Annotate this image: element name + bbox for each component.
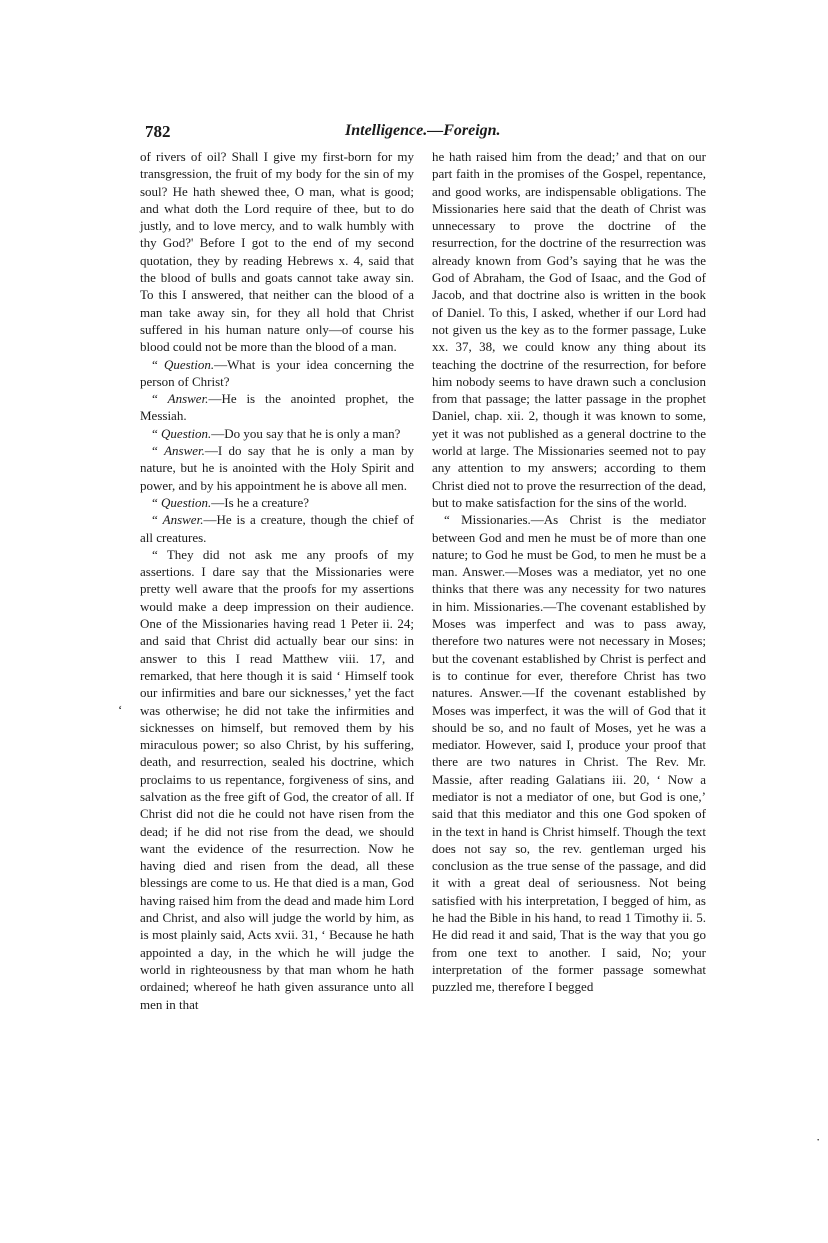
margin-mark-right: · (816, 1132, 821, 1147)
paragraph (432, 511, 706, 995)
paragraph-text: I do say that he is only a man by nature, but he is anointed with the Holy Spirit and power, and by his appointment he is above all men. (140, 443, 414, 493)
speaker-label: Answer. (167, 391, 209, 407)
quote-mark: “ (152, 425, 162, 441)
dash: — (211, 494, 225, 510)
quote-mark: “ (152, 494, 162, 510)
dash: — (214, 356, 228, 372)
paragraph-text: “ They did not ask me any proofs of my assertions. I dare say that the Missionaries were pretty well aware that the proofs for my assertions would make a deep impression on their audience. One of the Missionaries having read 1 Peter ii. 24; and said that Christ did actually bear our sins: in answer to this I read Matthew viii. 17, and remarked, that here though it is said ‘ Himself took our infirmities and bare our sicknesses,’ yet the fact was otherwise; he did not take the infirmities and sicknesses on himself, but removed them by his miraculous power; so also Christ, by his suffering, death, and resurrection, sealed his doctrine, which proclaims to us repentance, forgiveness of sins, and salvation as the free gift of God, the creator of all. If Christ did not die he could not have risen from the dead; if he did not rise from the dead, we should want the evidence of the resurrection. Now he having died and risen from the dead, all these blessings are come to us. He that died is a man, God having raised him from the dead and made him Lord and Christ, and also will judge the world by him, as is most plainly said, Acts xvii. 31, ‘ Because he hath appointed a day, in the which he will judge the world in righteousness by that man whom he hath ordained; whereof he hath given assurance unto all men in that (140, 546, 415, 1012)
dash: — (208, 391, 222, 407)
paragraph (140, 390, 414, 425)
paragraph-text: Is he a creature? (224, 494, 310, 510)
speaker-label: Question. (163, 356, 215, 372)
paragraph (140, 356, 414, 391)
page-number: 782 (145, 122, 171, 141)
dash: — (203, 512, 217, 528)
running-head: Intelligence.—Foreign. (345, 122, 501, 139)
speaker-label: Answer. (164, 443, 205, 459)
paragraph (140, 442, 414, 494)
speaker-label: Question. (161, 494, 212, 510)
quote-mark: “ (152, 356, 164, 372)
quote-mark: “ (152, 391, 168, 407)
right-column (432, 148, 706, 996)
speaker-label: Question. (161, 425, 212, 441)
page-header (145, 122, 685, 144)
paragraph (140, 494, 414, 511)
paragraph-text: He is the anointed prophet, the Messiah. (140, 391, 414, 424)
paragraph-text: he hath raised him from the dead;’ and that on our part faith in the promises of the Gospel, repentance, and good works, are indispensable obligations. The Missionaries here said that the death of Christ was unnecessary to prove the doctrine of the resurrection, for the doctrine of the resurrection was already known from God’s saying that he was the God of Abraham, the God of Isaac, and the God of Jacob, and that doctrine also is written in the book of Daniel. To this, I asked, whether if our Lord had not given us the key as to the former passage, Luke xx. 37, 38, we could know any thing about its teaching the doctrine of the resurrection, for before him nobody seems to have drawn such a conclusion from that passage; the latter passage in the prophet Daniel, chap. xii. 2, though it was known to some, yet it was not published as a general doctrine to the world at large. The Missionaries seemed not to pay any attention to my answers; according to them Christ died not to prove the resurrection of the dead, but to make satisfaction for the sins of the world. (432, 149, 706, 510)
paragraph (140, 546, 414, 1013)
quote-mark: “ (152, 443, 165, 459)
paragraph (140, 148, 414, 356)
paragraph-text: of rivers of oil? Shall I give my first-born for my transgression, the fruit of my body for the sin of my soul? He hath shewed thee, O man, what is good; and what doth the Lord require of thee, but to do justly, and to love mercy, and to walk humbly with thy God?' Before I got to the end of my second quotation, they by reading Hebrews x. 4, said that the blood of bulls and goats cannot take away sin. To this I answered, that neither can the blood of a man take away sin, for they all hold that Christ suffered in his human nature only—of course his blood could not be more than the blood of a man. (140, 149, 414, 355)
margin-mark-left: ‘ (118, 702, 123, 717)
speaker-label: Answer. (162, 512, 204, 528)
paragraph-text: “ Missionaries.—As Christ is the mediator between God and men he must be of more than one nature; to God he must be God, to men he must be a man. Answer.—Moses was a mediator, yet no one thinks that there was any necessity for two natures in him. Missionaries.—The covenant established by Moses was imperfect and was to pass away, therefore two natures were not necessary in Moses; but the covenant established by Christ is perfect and is to continue for ever, therefore Christ has two natures. Answer.—If the covenant established by Moses was imperfect, it was the will of God that it should be so, and no fault of Moses, yet he was a mediator. However, said I, produce your proof that there are two natures in Christ. The Rev. Mr. Massie, after reading Galatians iii. 20, ‘ Now a mediator is not a mediator of one, but God is one,’ said that this mediator and this one God spoken of in the text in hand is Christ himself. Though the text does not say so, the rev. gentleman urged his conclusion as the true sense of the passage, and did it with a great deal of seriousness. Not being satisfied with his interpretation, I begged of him, as he had the Bible in his hand, to read 1 Timothy ii. 5. He did read it and said, That is the way that you go from one text to another. I said, No; your interpretation of the former passage somewhat puzzled me, therefore I begged (432, 512, 706, 995)
paragraph (432, 148, 706, 511)
dash: — (204, 443, 218, 459)
dash: — (211, 425, 225, 441)
left-column (140, 148, 414, 1013)
paragraph-text: Do you say that he is only a man? (224, 425, 401, 441)
paragraph (140, 425, 414, 442)
quote-mark: “ (152, 512, 163, 528)
paragraph (140, 511, 414, 546)
paragraph-text: What is your idea concerning the person of Christ? (140, 356, 414, 389)
paragraph-text: He is a creature, though the chief of all creatures. (140, 512, 414, 545)
